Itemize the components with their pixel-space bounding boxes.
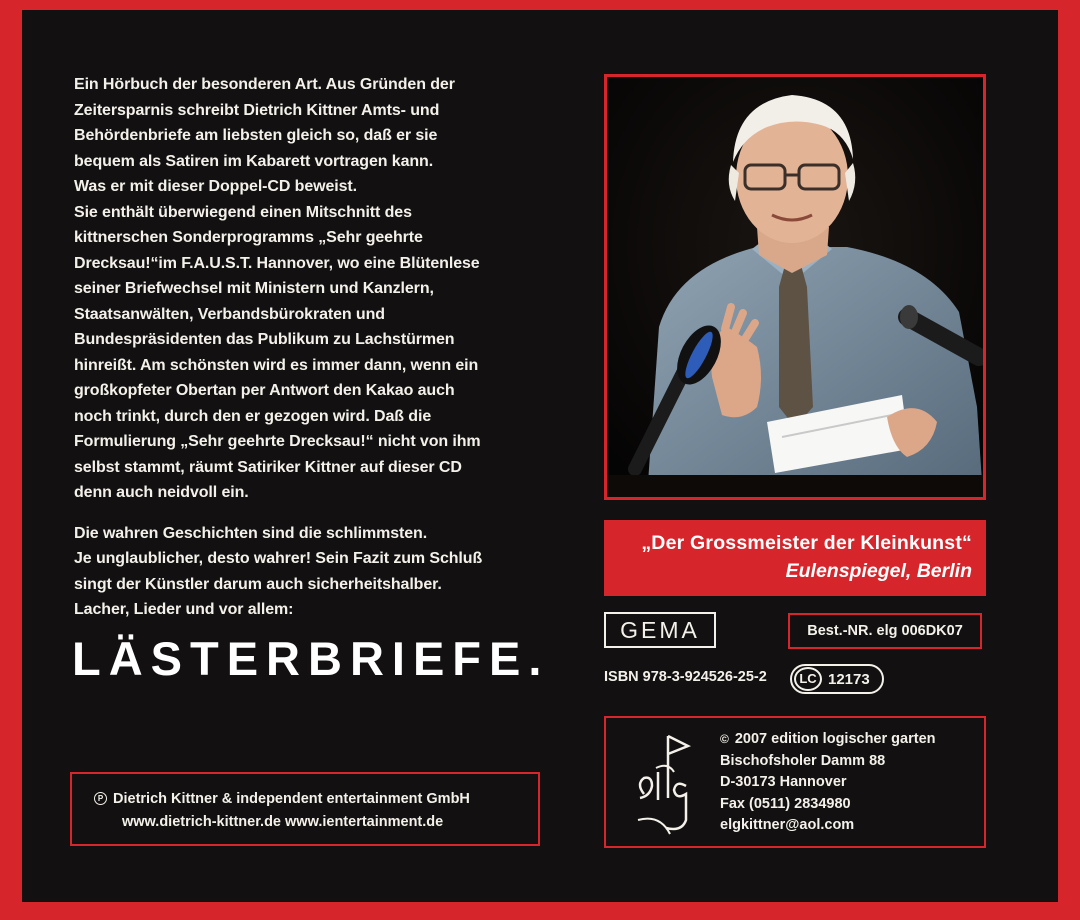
text-line: Die wahren Geschichten sind die schlimmsten.	[74, 524, 428, 542]
isbn-number: ISBN 978-3-924526-25-2	[604, 669, 767, 685]
press-quote-source: Eulenspiegel, Berlin	[785, 560, 972, 582]
text-line: kittnerschen Sonderprogramms „Sehr geehrte	[74, 229, 423, 246]
text-line: Bundespräsidenten das Publikum zu Lachstürmen	[74, 331, 455, 348]
text-line: Staatsanwälten, Verbandsbürokraten und	[74, 305, 385, 323]
credits-box	[70, 772, 540, 846]
text-line: Ein Hörbuch der besonderen Art. Aus Gründen der	[74, 76, 455, 93]
text-line: singt der Künstler darum auch sicherheitshalber.	[74, 575, 442, 593]
text-line: Behördenbriefe am liebsten gleich so, daß er sie	[74, 127, 438, 144]
text-line: Drecksau!“im F.A.U.S.T. Hannover, wo eine Blütenlese	[74, 254, 480, 272]
performer-photo-image	[607, 77, 983, 497]
press-quote: „Der Grossmeister der Kleinkunst“	[641, 532, 972, 554]
text-line: Lacher, Lieder und vor allem:	[74, 601, 294, 618]
order-number: Best.-NR. elg 006DK07	[788, 613, 982, 649]
paragraph-gap	[74, 506, 544, 521]
album-title: LÄSTERBRIEFE.	[72, 632, 550, 685]
publisher-copyright-line	[720, 729, 936, 751]
publisher-email: elgkittner@aol.com	[720, 817, 855, 833]
phonogram-copyright-icon: P	[94, 792, 107, 805]
copyright-icon: ©	[720, 732, 729, 746]
text-line: seiner Briefwechsel mit Ministern und Kanzlern,	[74, 280, 434, 297]
elg-publisher-logo-icon	[630, 728, 700, 838]
text-line: bequem als Satiren im Kabarett vortragen kann.	[74, 152, 434, 170]
text-line: Je unglaublicher, desto wahrer! Sein Fazit zum Schluß	[74, 550, 483, 567]
credits-line-1	[94, 788, 470, 811]
gema-logo: GEMA	[604, 612, 716, 648]
text-line: Zeitersparnis schreibt Dietrich Kittner Amts- und	[74, 101, 440, 119]
text-line: hinreißt. Am schönsten wird es immer dann, wenn ein	[74, 356, 479, 374]
text-line: Formulierung „Sehr geehrte Drecksau!“ nicht von ihm	[74, 433, 481, 450]
description-paragraph-1	[74, 72, 544, 506]
text-line: großkopfeter Obertan per Antwort den Kakao auch	[74, 382, 455, 399]
publisher-street: Bischofsholer Damm 88	[720, 752, 886, 769]
description-paragraph-2	[74, 521, 544, 623]
press-quote-banner	[604, 520, 986, 596]
credits-company: Dietrich Kittner & independent entertainment GmbH	[113, 791, 470, 807]
text-line: selbst stammt, räumt Satiriker Kittner auf dieser CD	[74, 458, 462, 476]
label-code	[790, 664, 884, 694]
description-text	[74, 72, 544, 623]
publisher-address	[720, 729, 936, 837]
performer-photo	[604, 74, 986, 500]
credits-websites: www.dietrich-kittner.de www.ientertainment.de	[122, 814, 444, 830]
text-line: noch trinkt, durch den er gezogen wird. Daß die	[74, 407, 432, 425]
label-code-number: 12173	[828, 671, 870, 688]
text-line: denn auch neidvoll ein.	[74, 484, 249, 501]
publisher-city: D-30173 Hannover	[720, 774, 847, 790]
text-line: Sie enthält überwiegend einen Mitschnitt des	[74, 203, 412, 221]
publisher-box	[604, 716, 986, 848]
publisher-name: 2007 edition logischer garten	[734, 731, 936, 747]
publisher-fax: Fax (0511) 2834980	[720, 795, 851, 812]
text-line: Was er mit dieser Doppel-CD beweist.	[74, 178, 357, 195]
label-code-mark: LC	[794, 667, 822, 691]
